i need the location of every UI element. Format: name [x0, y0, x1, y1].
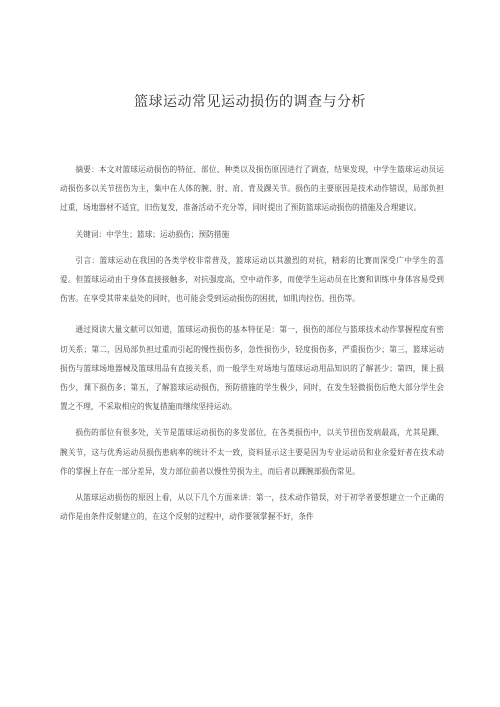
paper-title: 篮球运动常见运动损伤的调查与分析: [134, 94, 366, 110]
paper-body: [60, 160, 444, 526]
body-paragraph-characteristics: 通过阅读大量文献可以知道，篮球运动损伤的基本特征是：第一，损伤的部位与篮球技术动作掌握程度有密切关系；第二，因局部负担过重而引起的慢性损伤多，急性损伤少，轻度损伤多，严重损伤少；第三，篮球运动损伤与篮球场地器械及篮球用品有直接关系，而一般学生对场地与篮球运动用品知识的了解甚少；第四，课上损伤少，课下损伤多；第五，了解篮球运动损伤，预防措施的学生极少，同时，在发生轻微损伤后绝大部分学生会置之不理，不采取相应的恢复措施而继续坚持运动。: [60, 325, 444, 412]
abstract-paragraph: 摘要：本文对篮球运动损伤的特征、部位、种类以及损伤原因进行了调查，结果发现，中学生篮球运动员运动损伤多以关节扭伤为主，集中在人体的腕、肘、肩、背及踝关节。损伤的主要原因是技术动作错误，局部负担过重，场地器材不适宜，旧伤复发，准备活动不充分等，同时提出了预防篮球运动损伤的措施及合理建议。: [60, 165, 444, 213]
introduction-paragraph: 引言：篮球运动在我国的各类学校非常普及，篮球运动以其激烈的对抗，精彩的比赛而深受广中学生的喜爱。但篮球运动由于身体直接接触多，对抗强度高，空中动作多，而使学生运动员在比赛和训练中身体容易受到伤害。在享受其带来益处的同时，也可能会受到运动损伤的困扰，如肌肉拉伤、扭伤等。: [60, 255, 444, 304]
body-paragraph-injury-sites: 损伤的部位有很多处，关节是篮球运动损伤的多发部位，在各类损伤中，以关节扭伤发病最高，尤其是踝、腕关节，这与优秀运动员损伤患病率的统计不太一致，资料显示这主要是因为专业运动员和业余爱好者在技术动作的掌握上存在一部分差异，发力部位前者以慢性劳损为主，而后者以踝腕部损伤常见。: [60, 428, 444, 476]
keywords-paragraph: 关键词：中学生；篮球；运动损伤；预防措施: [75, 229, 230, 239]
body-paragraph-injury-causes: 从篮球运动损伤的原因上看，从以下几个方面来讲：第一，技术动作错误，对于初学者要想建立一个正确的动作是由条件反射建立的，在这个反射的过程中，动作要领掌握不好，条件: [60, 493, 444, 522]
